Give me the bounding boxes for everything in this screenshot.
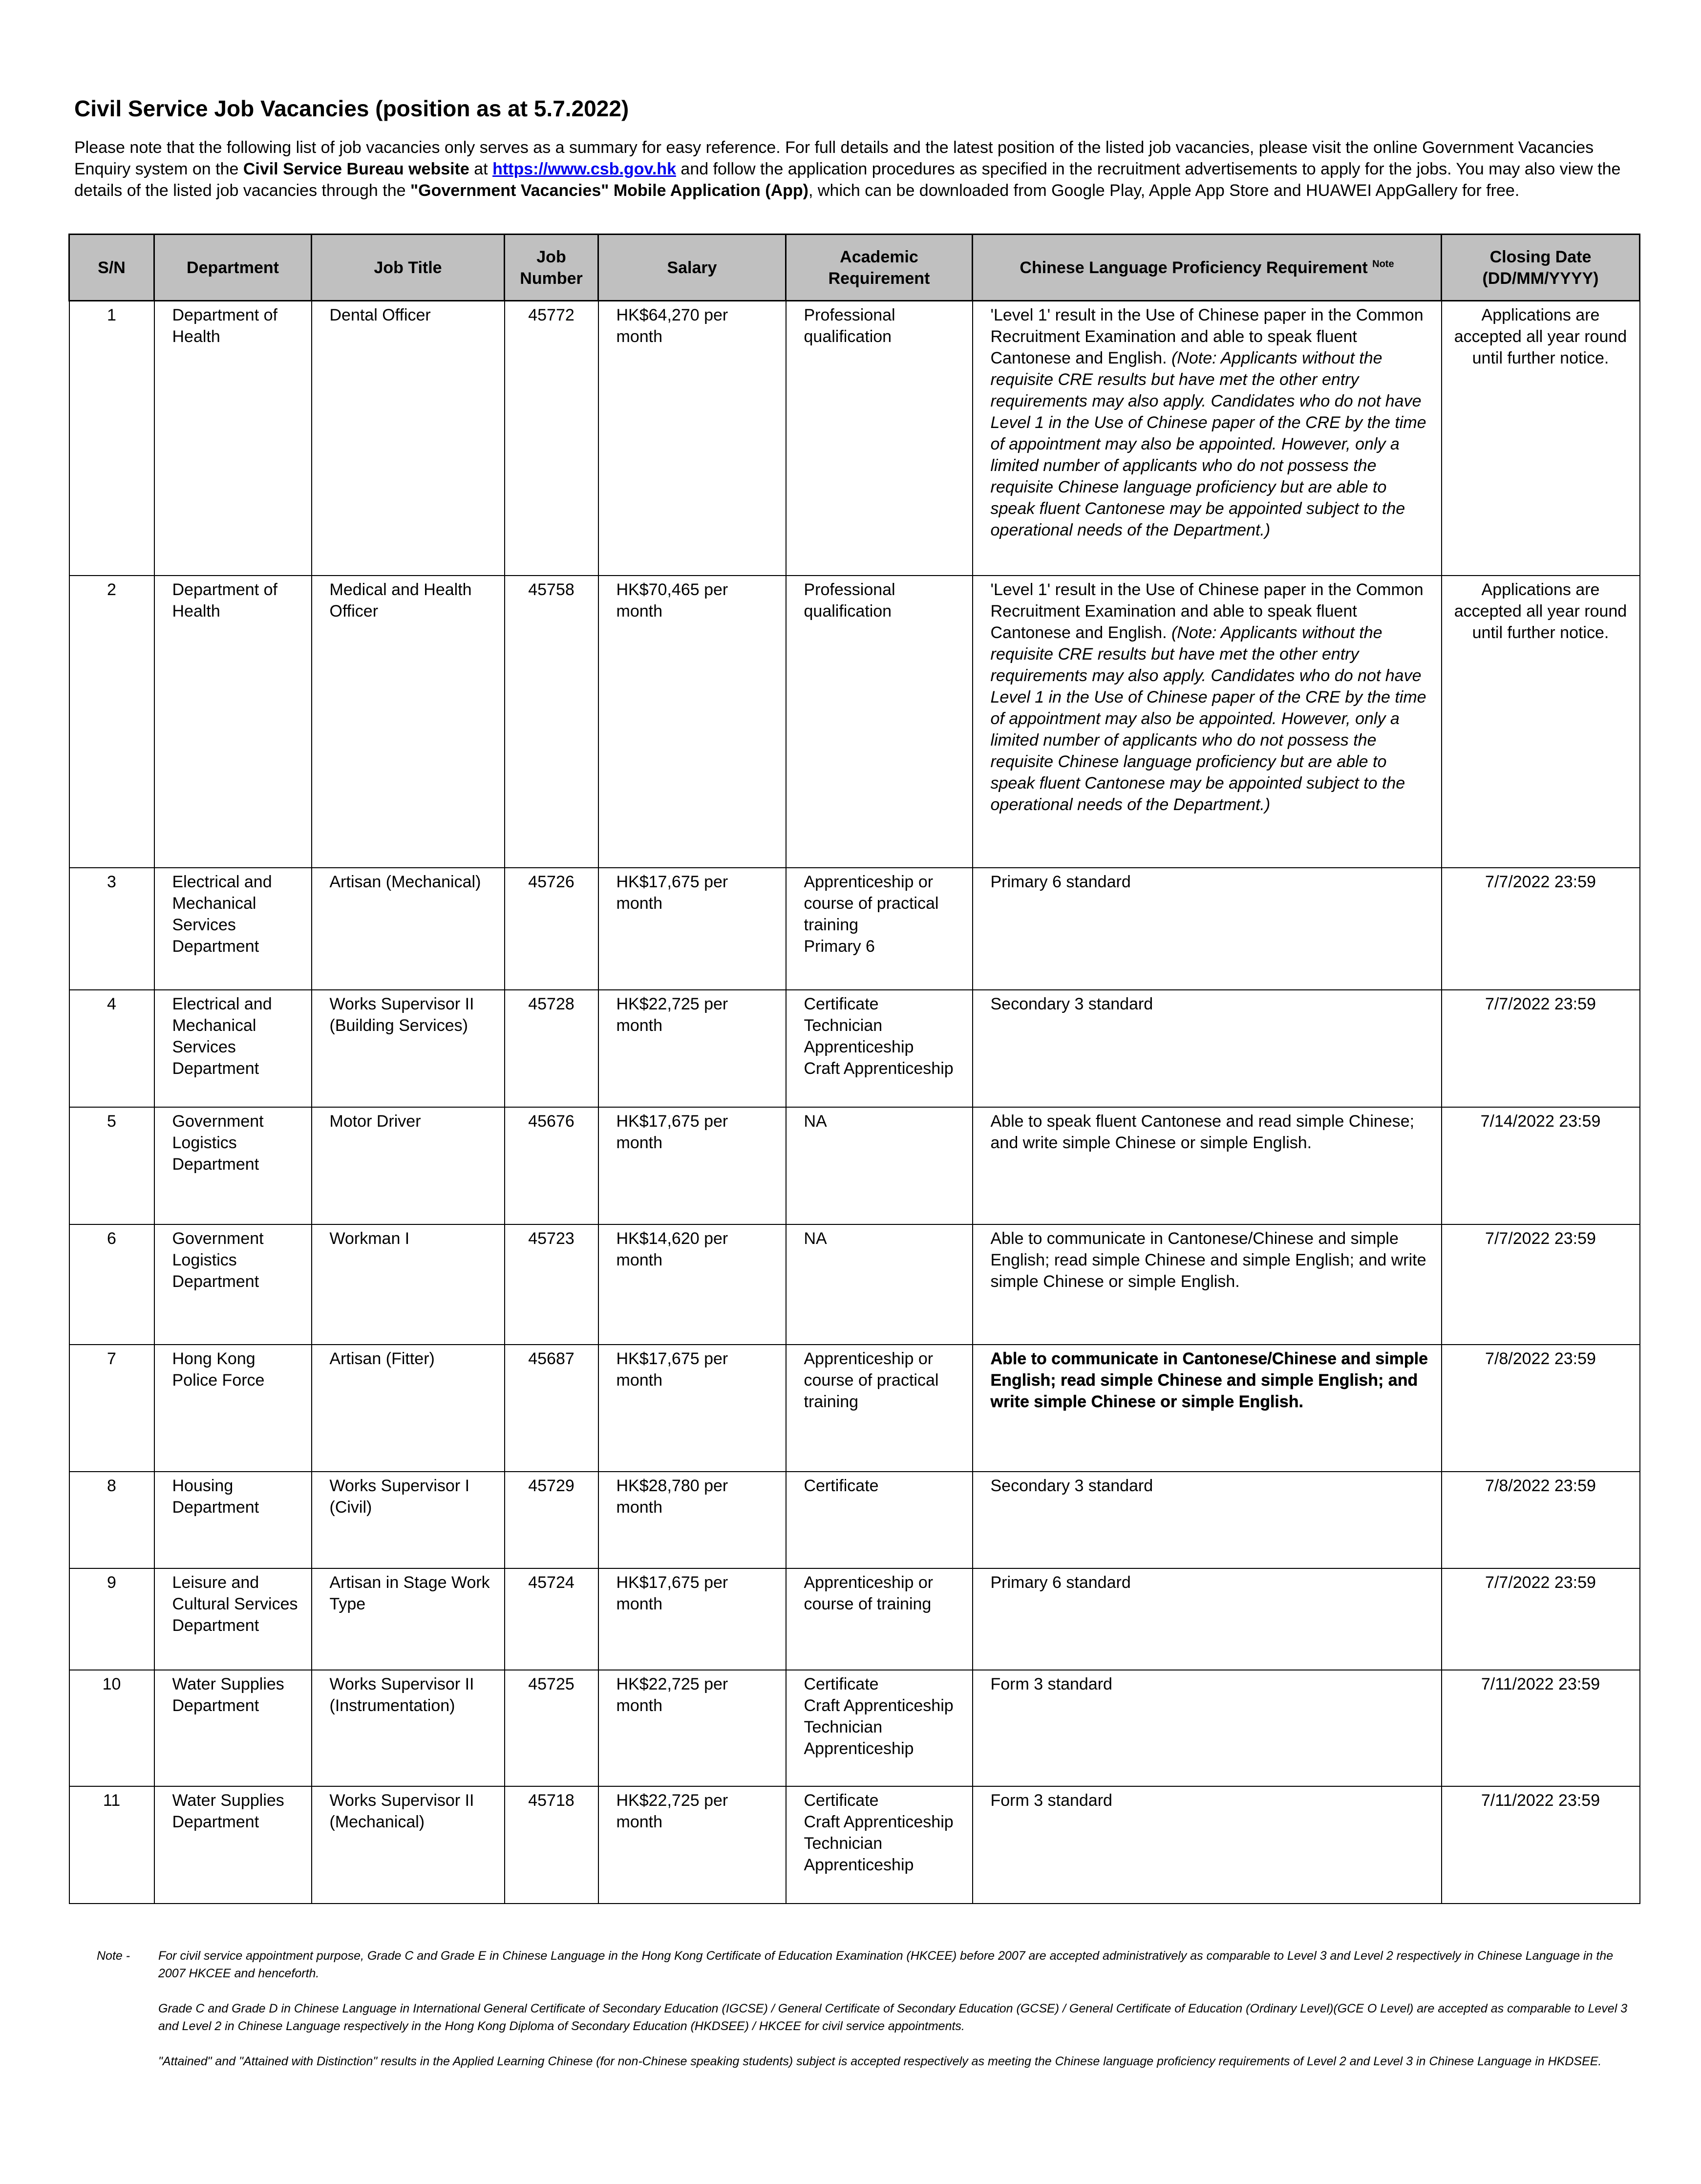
table-row — [69, 1472, 1640, 1568]
cell-salary: HK$22,725 per month — [598, 990, 786, 1107]
cell-job-number: 45726 — [505, 868, 598, 990]
cell-job-title: Works Supervisor II (Instrumentation) — [312, 1670, 505, 1786]
cell-job-title: Medical and Health Officer — [312, 576, 505, 868]
header-job-title: Job Title — [312, 235, 505, 301]
cell-job-title: Motor Driver — [312, 1107, 505, 1224]
cell-job-title: Works Supervisor II (Mechanical) — [312, 1786, 505, 1904]
academic-line: NA — [804, 1229, 827, 1248]
cell-sn: 3 — [69, 868, 154, 990]
cell-job-number: 45676 — [505, 1107, 598, 1224]
cell-department: Hong Kong Police Force — [154, 1345, 312, 1472]
cell-sn: 10 — [69, 1670, 154, 1786]
chinese-requirement-text: Secondary 3 standard — [990, 1476, 1153, 1495]
cell-department: Water Supplies Department — [154, 1670, 312, 1786]
chinese-requirement-text: Form 3 standard — [990, 1791, 1112, 1810]
chinese-requirement-text: 'Level 1' result in the Use of Chinese paper in the Common Recruitment Examination and able to speak fluent Cantonese and English. — [990, 580, 1424, 642]
vacancies-table — [68, 234, 1640, 1904]
cell-academic — [786, 1786, 973, 1904]
cell-job-number: 45772 — [505, 301, 598, 576]
table-row — [69, 576, 1640, 868]
cell-academic — [786, 1224, 973, 1345]
header-department: Department — [154, 235, 312, 301]
cell-job-title: Artisan (Fitter) — [312, 1345, 505, 1472]
cell-job-number: 45723 — [505, 1224, 598, 1345]
cell-chinese-requirement — [973, 1670, 1442, 1786]
academic-line: Certificate — [804, 994, 879, 1013]
chinese-requirement-text: Able to communicate in Cantonese/Chinese and simple English; read simple Chinese and simple English; and write simple Chinese or simple English. — [990, 1349, 1428, 1411]
chinese-requirement-text: Able to speak fluent Cantonese and read simple Chinese; and write simple Chinese or simple English. — [990, 1112, 1415, 1152]
cell-salary: HK$17,675 per month — [598, 1107, 786, 1224]
chinese-requirement-text: Form 3 standard — [990, 1674, 1112, 1693]
cell-salary: HK$22,725 per month — [598, 1786, 786, 1904]
table-body — [69, 301, 1640, 1904]
cell-salary: HK$17,675 per month — [598, 868, 786, 990]
header-chinese-label: Chinese Language Proficiency Requirement — [1020, 258, 1368, 277]
cell-department: Housing Department — [154, 1472, 312, 1568]
cell-sn: 6 — [69, 1224, 154, 1345]
cell-academic — [786, 1568, 973, 1670]
header-closing-format: (DD/MM/YYYY) — [1482, 269, 1599, 288]
header-salary: Salary — [598, 235, 786, 301]
cell-job-title: Works Supervisor II (Building Services) — [312, 990, 505, 1107]
cell-job-number: 45724 — [505, 1568, 598, 1670]
cell-academic — [786, 1107, 973, 1224]
table-row — [69, 1345, 1640, 1472]
cell-sn: 7 — [69, 1345, 154, 1472]
cell-sn: 11 — [69, 1786, 154, 1904]
table-row — [69, 868, 1640, 990]
intro-app-bold: "Government Vacancies" Mobile Application (App) — [410, 181, 809, 200]
cell-closing-date: 7/8/2022 23:59 — [1442, 1472, 1640, 1568]
cell-closing-date: 7/8/2022 23:59 — [1442, 1345, 1640, 1472]
cell-salary: HK$70,465 per month — [598, 576, 786, 868]
cell-closing-date: 7/7/2022 23:59 — [1442, 990, 1640, 1107]
chinese-requirement-text: Primary 6 standard — [990, 872, 1131, 891]
cell-sn: 9 — [69, 1568, 154, 1670]
cell-closing-date: 7/7/2022 23:59 — [1442, 1224, 1640, 1345]
footnote-paragraph: Grade C and Grade D in Chinese Language in International General Certificate of Secondary Education (IGCSE) / General Certificate of Secondary Education (GCSE) / General Certificate of Education (Ordinary Level)(GCE O Level) are accepted as comparable to Level 3 and Level 2 in Chinese Language respectively in the Hong Kong Diploma of Secondary Education (HKDSEE) / HKCEE for civil service appointments. — [158, 2002, 1628, 2033]
academic-line: Apprenticeship or course of training — [804, 1573, 934, 1613]
cell-job-number: 45729 — [505, 1472, 598, 1568]
cell-chinese-requirement — [973, 1345, 1442, 1472]
intro-text-1: Please note that the following list of job vacancies only serves as a summary for easy reference. For full details and the latest position of the listed job vacancies, please visit the online Government Vacancies Enquiry system on the — [74, 138, 1594, 179]
academic-line: NA — [804, 1112, 827, 1131]
cell-department: Water Supplies Department — [154, 1786, 312, 1904]
cell-salary: HK$28,780 per month — [598, 1472, 786, 1568]
cell-closing-date: 7/7/2022 23:59 — [1442, 868, 1640, 990]
cell-salary: HK$17,675 per month — [598, 1568, 786, 1670]
footnotes — [74, 1947, 1642, 2088]
cell-academic — [786, 1472, 973, 1568]
academic-line: Professional qualification — [804, 306, 895, 346]
header-chinese — [973, 235, 1442, 301]
intro-text-4: , which can be downloaded from Google Play, Apple App Store and HUAWEI AppGallery for free. — [808, 181, 1520, 200]
chinese-requirement-note: (Note: Applicants without the requisite CRE results but have met the other entry requirements may also apply. Candidates who do not have Level 1 in the Use of Chinese paper of the CRE by the time of appointment may also be appointed. However, only a limited number of applicants who do not possess the requisite Chinese language proficiency but are able to speak fluent Cantonese may be appointed subject to the operational needs of the Department.) — [990, 623, 1426, 814]
cell-job-number: 45687 — [505, 1345, 598, 1472]
chinese-requirement-text: Primary 6 standard — [990, 1573, 1131, 1592]
table-row — [69, 990, 1640, 1107]
cell-job-title: Artisan in Stage Work Type — [312, 1568, 505, 1670]
cell-academic — [786, 1345, 973, 1472]
cell-job-number: 45725 — [505, 1670, 598, 1786]
header-closing-date — [1442, 235, 1640, 301]
academic-line: Craft Apprenticeship — [804, 1812, 954, 1831]
table-row — [69, 1107, 1640, 1224]
cell-salary: HK$14,620 per month — [598, 1224, 786, 1345]
academic-line: Primary 6 — [804, 937, 875, 956]
header-chinese-note: Note — [1372, 258, 1394, 270]
cell-department: Government Logistics Department — [154, 1107, 312, 1224]
cell-department: Government Logistics Department — [154, 1224, 312, 1345]
cell-chinese-requirement — [973, 301, 1442, 576]
academic-line: Apprenticeship or course of practical training — [804, 1349, 939, 1411]
header-sn: S/N — [69, 235, 154, 301]
cell-academic — [786, 1670, 973, 1786]
page-title: Civil Service Job Vacancies (position as at 5.7.2022) — [74, 96, 629, 121]
intro-paragraph — [74, 137, 1640, 201]
intro-text-2: at — [469, 160, 493, 179]
cell-chinese-requirement — [973, 576, 1442, 868]
academic-line: Technician Apprenticeship — [804, 1834, 914, 1874]
cell-closing-date: 7/11/2022 23:59 — [1442, 1786, 1640, 1904]
academic-line: Apprenticeship or course of practical training — [804, 872, 939, 934]
cell-sn: 5 — [69, 1107, 154, 1224]
cell-closing-date: 7/14/2022 23:59 — [1442, 1107, 1640, 1224]
cell-job-title: Artisan (Mechanical) — [312, 868, 505, 990]
cell-closing-date: Applications are accepted all year round until further notice. — [1442, 576, 1640, 868]
cell-sn: 1 — [69, 301, 154, 576]
table-row — [69, 1568, 1640, 1670]
chinese-requirement-text: 'Level 1' result in the Use of Chinese paper in the Common Recruitment Examination and able to speak fluent Cantonese and English. — [990, 306, 1424, 368]
table-row — [69, 1670, 1640, 1786]
academic-line: Certificate — [804, 1476, 879, 1495]
chinese-requirement-text: Secondary 3 standard — [990, 994, 1153, 1013]
academic-line: Technician Apprenticeship — [804, 1717, 914, 1758]
cell-academic — [786, 990, 973, 1107]
cell-salary: HK$64,270 per month — [598, 301, 786, 576]
header-academic: Academic Requirement — [786, 235, 973, 301]
academic-line: Certificate — [804, 1791, 879, 1810]
cell-sn: 2 — [69, 576, 154, 868]
cell-job-title: Dental Officer — [312, 301, 505, 576]
cell-sn: 4 — [69, 990, 154, 1107]
intro-text-3: and follow the application procedures as specified in the recruitment advertisements to apply for the jobs. You may also view the details of the listed job vacancies through the — [74, 160, 1621, 200]
cell-job-title: Works Supervisor I (Civil) — [312, 1472, 505, 1568]
table-row — [69, 1786, 1640, 1904]
cell-job-number: 45728 — [505, 990, 598, 1107]
cell-academic — [786, 868, 973, 990]
header-job-number: Job Number — [505, 235, 598, 301]
academic-line: Professional qualification — [804, 580, 895, 621]
footnote-paragraph: "Attained" and "Attained with Distinction" results in the Applied Learning Chinese (for non-Chinese speaking students) subject is accepted respectively as meeting the Chinese language proficiency requirements of Level 2 and Level 3 in Chinese Language in HKDSEE. — [158, 2055, 1602, 2068]
cell-chinese-requirement — [973, 1568, 1442, 1670]
cell-salary: HK$22,725 per month — [598, 1670, 786, 1786]
academic-line: Technician Apprenticeship — [804, 1016, 914, 1056]
table-row — [69, 1224, 1640, 1345]
cell-chinese-requirement — [973, 1107, 1442, 1224]
cell-department: Department of Health — [154, 301, 312, 576]
cell-salary: HK$17,675 per month — [598, 1345, 786, 1472]
intro-csb-bold: Civil Service Bureau website — [243, 160, 469, 179]
academic-line: Certificate — [804, 1674, 879, 1693]
cell-closing-date: 7/11/2022 23:59 — [1442, 1670, 1640, 1786]
cell-sn: 8 — [69, 1472, 154, 1568]
cell-closing-date: 7/7/2022 23:59 — [1442, 1568, 1640, 1670]
table-row — [69, 301, 1640, 576]
cell-job-number: 45718 — [505, 1786, 598, 1904]
cell-chinese-requirement — [973, 868, 1442, 990]
table-header-row — [69, 235, 1640, 301]
csb-website-link[interactable]: https://www.csb.gov.hk — [492, 160, 676, 179]
cell-chinese-requirement — [973, 1224, 1442, 1345]
academic-line: Craft Apprenticeship — [804, 1059, 954, 1078]
cell-job-title: Workman I — [312, 1224, 505, 1345]
academic-line: Craft Apprenticeship — [804, 1696, 954, 1715]
cell-job-number: 45758 — [505, 576, 598, 868]
footnote-paragraph: For civil service appointment purpose, Grade C and Grade E in Chinese Language in the Hong Kong Certificate of Education Examination (HKCEE) before 2007 are accepted administratively as comparable to Level 3 and Level 2 respectively in Chinese Language in the 2007 HKCEE and henceforth. — [158, 1949, 1614, 1980]
cell-department: Leisure and Cultural Services Department — [154, 1568, 312, 1670]
cell-chinese-requirement — [973, 1472, 1442, 1568]
cell-department: Electrical and Mechanical Services Department — [154, 990, 312, 1107]
chinese-requirement-text: Able to communicate in Cantonese/Chinese and simple English; read simple Chinese and simple English; and write simple Chinese or simple English. — [990, 1229, 1426, 1291]
cell-department: Electrical and Mechanical Services Department — [154, 868, 312, 990]
cell-academic — [786, 576, 973, 868]
cell-department: Department of Health — [154, 576, 312, 868]
cell-chinese-requirement — [973, 1786, 1442, 1904]
cell-academic — [786, 301, 973, 576]
cell-closing-date: Applications are accepted all year round until further notice. — [1442, 301, 1640, 576]
header-closing-label: Closing Date — [1489, 247, 1592, 266]
footnote-label: Note - — [97, 1949, 130, 1963]
chinese-requirement-note: (Note: Applicants without the requisite CRE results but have met the other entry requirements may also apply. Candidates who do not have Level 1 in the Use of Chinese paper of the CRE by the time of appointment may also be appointed. However, only a limited number of applicants who do not possess the requisite Chinese language proficiency but are able to speak fluent Cantonese may be appointed subject to the operational needs of the Department.) — [990, 349, 1426, 540]
cell-chinese-requirement — [973, 990, 1442, 1107]
